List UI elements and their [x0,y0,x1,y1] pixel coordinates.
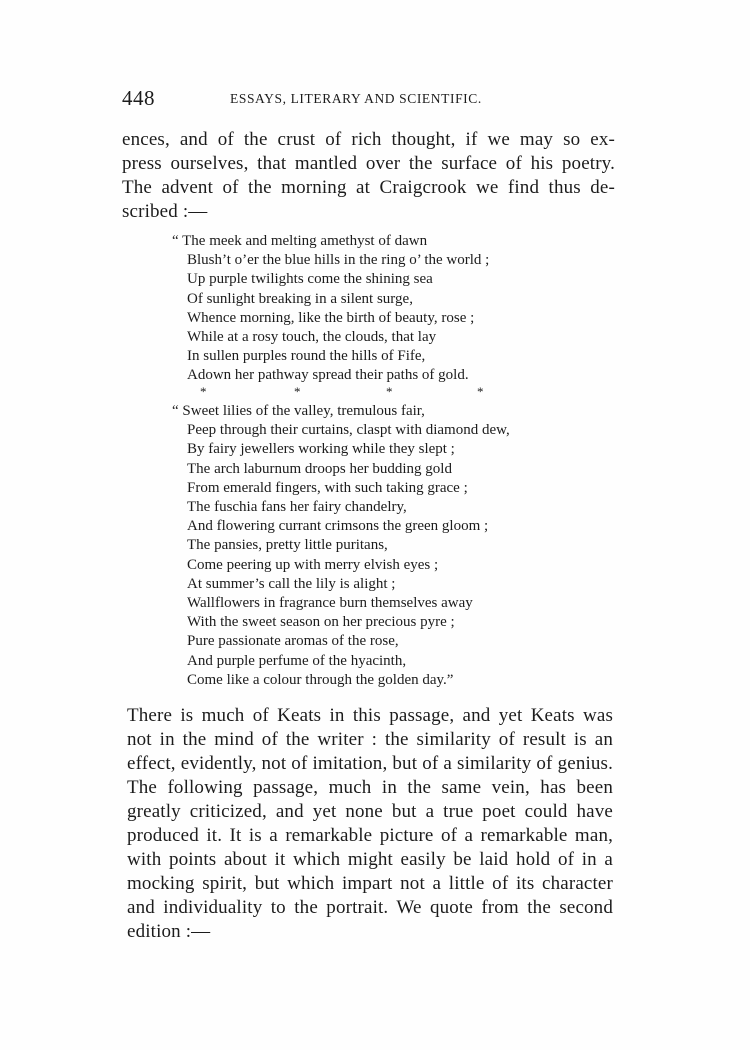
text-line: mocking spirit, but which impart not a little of its character [127,873,613,894]
stanza-separator [200,384,500,402]
poem-stanza-2 [172,402,572,690]
poem-line: Whence morning, like the birth of beauty, rose ; [187,309,475,326]
text-line: press ourselves, that mantled over the surface of his poetry. [122,153,615,174]
poem-line: Peep through their curtains, claspt with diamond dew, [187,422,510,439]
asterisk: * [294,384,301,399]
poem-line: With the sweet season on her precious pyre ; [187,614,455,631]
poem-line: And flowering currant crimsons the green gloom ; [187,518,489,535]
poem-line: At summer’s call the lily is alight ; [187,575,396,592]
poem-line: Pure passionate aromas of the rose, [187,633,399,650]
asterisk: * [200,384,207,399]
poem-line: “ The meek and melting amethyst of dawn [172,233,428,249]
text-line: produced it. It is a remarkable picture of a remarkable man, [127,825,613,846]
asterisk: * [477,384,484,399]
page-number: 448 [122,86,155,110]
page-header [122,86,622,112]
text-line: with points about it which might easily be laid hold of in a [127,849,613,870]
text-line: The advent of the morning at Craigcrook we find thus de- [122,177,615,198]
text-line: scribed :— [122,201,208,222]
poem-stanza-1 [172,232,572,386]
poem-line: The fuschia fans her fairy chandelry, [187,499,407,516]
poem-line: Up purple twilights come the shining sea [187,271,433,288]
poem-line: “ Sweet lilies of the valley, tremulous fair, [172,403,425,419]
running-head: ESSAYS, LITERARY AND SCIENTIFIC. [230,91,482,106]
poem-line: In sullen purples round the hills of Fife, [187,348,426,365]
text-line: ences, and of the crust of rich thought, if we may so ex- [122,129,615,150]
poem-line: The pansies, pretty little puritans, [187,537,388,554]
poem-line: And purple perfume of the hyacinth, [187,652,407,669]
poem-line: Adown her pathway spread their paths of gold. [187,367,469,384]
text-line: not in the mind of the writer : the similarity of result is an [127,729,613,750]
text-line: effect, evidently, not of imitation, but of a similarity of genius. [127,753,613,774]
poem-line: Of sunlight breaking in a silent surge, [187,290,413,307]
poem-line: From emerald fingers, with such taking grace ; [187,479,468,496]
text-line: and individuality to the portrait. We quote from the second [127,897,613,918]
poem-line: By fairy jewellers working while they slept ; [187,441,455,458]
poem-line: Come peering up with merry elvish eyes ; [187,556,439,573]
text-line: The following passage, much in the same vein, has been [127,777,613,798]
poem-line: The arch laburnum droops her budding gold [187,460,452,477]
poem-line: While at a rosy touch, the clouds, that lay [187,329,437,346]
poem-line: Wallflowers in fragrance burn themselves away [187,595,473,612]
commentary-paragraph [127,704,613,944]
intro-paragraph [122,128,615,224]
asterisk: * [386,384,393,399]
poem-line: Come like a colour through the golden day.” [187,671,454,688]
text-line: greatly criticized, and yet none but a true poet could have [127,801,613,822]
text-line: There is much of Keats in this passage, and yet Keats was [127,705,613,726]
poem-line: Blush’t o’er the blue hills in the ring o’ the world ; [187,252,490,269]
text-line: edition :— [127,921,211,942]
